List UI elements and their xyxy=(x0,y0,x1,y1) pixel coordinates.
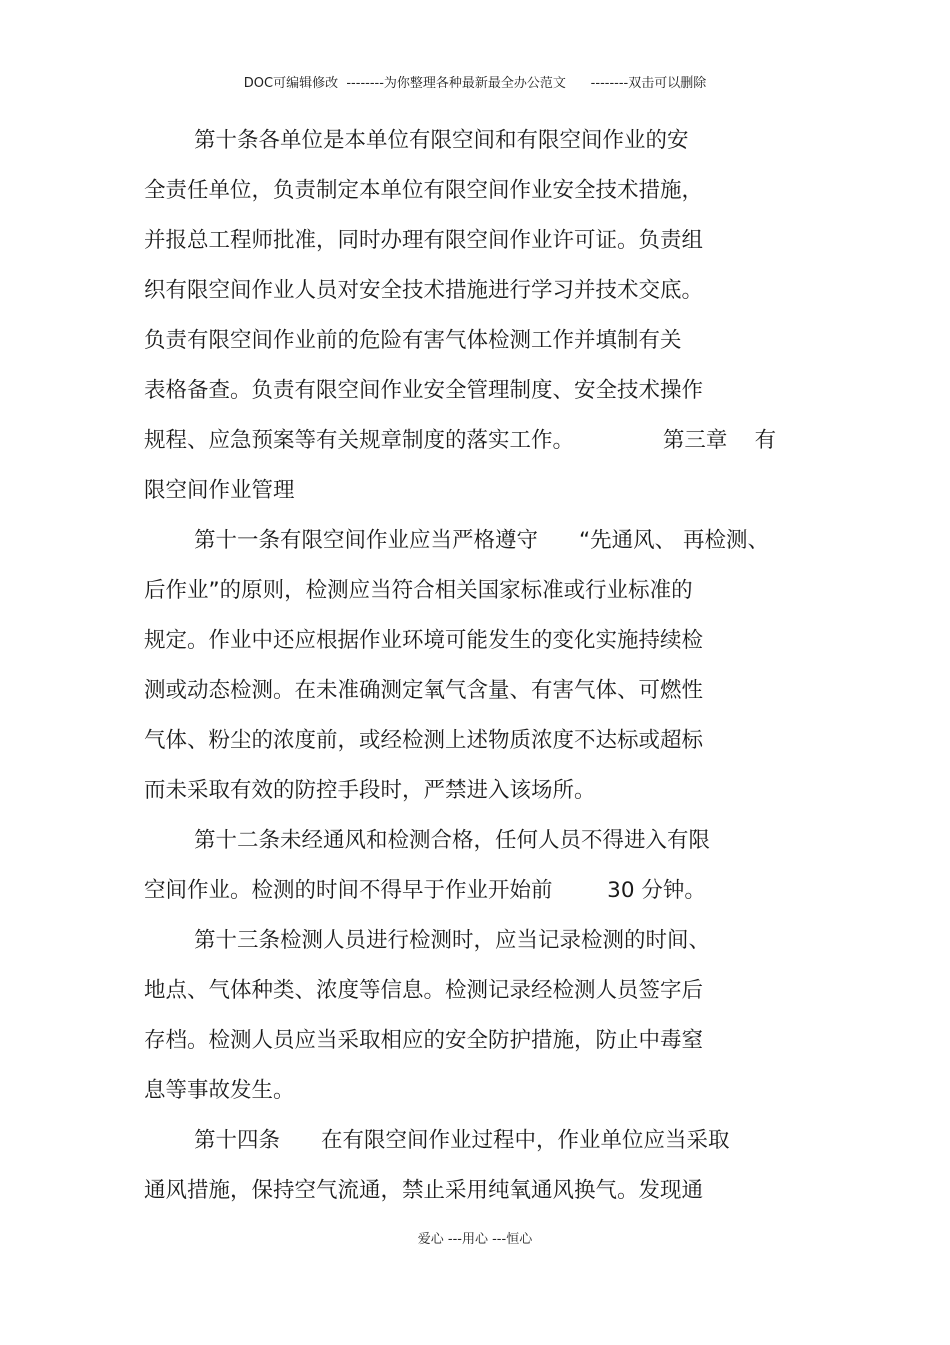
text-line: 第十四条 在有限空间作业过程中，作业单位应当采取 xyxy=(194,1128,730,1153)
text-line: 通风措施，保持空气流通，禁止采用纯氧通风换气。发现通 xyxy=(144,1178,704,1203)
text-line: 限空间作业管理 xyxy=(144,478,295,503)
text-line: 气体、粉尘的浓度前，或经检测上述物质浓度不达标或超标 xyxy=(144,728,704,753)
text-line: 地点、气体种类、浓度等信息。检测记录经检测人员签字后 xyxy=(144,978,704,1003)
text-line: 第十一条有限空间作业应当严格遵守 “先通风、 再检测、 xyxy=(194,528,769,553)
text-line: 规定。作业中还应根据作业环境可能发生的变化实施持续检 xyxy=(144,628,704,653)
text-line: 息等事故发生。 xyxy=(144,1078,295,1103)
text-line: 空间作业。检测的时间不得早于作业开始前 30 分钟。 xyxy=(144,878,706,903)
text-line: 测或动态检测。在未准确测定氧气含量、有害气体、可燃性 xyxy=(144,678,704,703)
text-line: 并报总工程师批准，同时办理有限空间作业许可证。负责组 xyxy=(144,228,704,253)
text-line: 存档。检测人员应当采取相应的安全防护措施，防止中毒窒 xyxy=(144,1028,704,1053)
text-line: 第十二条未经通风和检测合格，任何人员不得进入有限 xyxy=(194,828,711,853)
text-line: 规程、应急预案等有关规章制度的落实工作。 第三章 有 xyxy=(144,428,777,453)
text-line: 负责有限空间作业前的危险有害气体检测工作并填制有关 xyxy=(144,328,682,353)
text-line: 全责任单位，负责制定本单位有限空间作业安全技术措施， xyxy=(144,178,704,203)
text-line: 表格备查。负责有限空间作业安全管理制度、安全技术操作 xyxy=(144,378,704,403)
text-line: 第十条各单位是本单位有限空间和有限空间作业的安 xyxy=(194,128,689,153)
text-line: 第十三条检测人员进行检测时，应当记录检测的时间、 xyxy=(194,928,711,953)
text-line: 后作业”的原则，检测应当符合相关国家标准或行业标准的 xyxy=(144,578,693,603)
text-line: 织有限空间作业人员对安全技术措施进行学习并技术交底。 xyxy=(144,278,704,303)
page-header: DOC可编辑修改 --------为你整理各种最新最全办公范文 --------双击可以删除 xyxy=(243,76,707,91)
text-line: 而未采取有效的防控手段时，严禁进入该场所。 xyxy=(144,778,596,803)
page-footer: 爱心 ---用心 ---恒心 xyxy=(417,1232,533,1247)
